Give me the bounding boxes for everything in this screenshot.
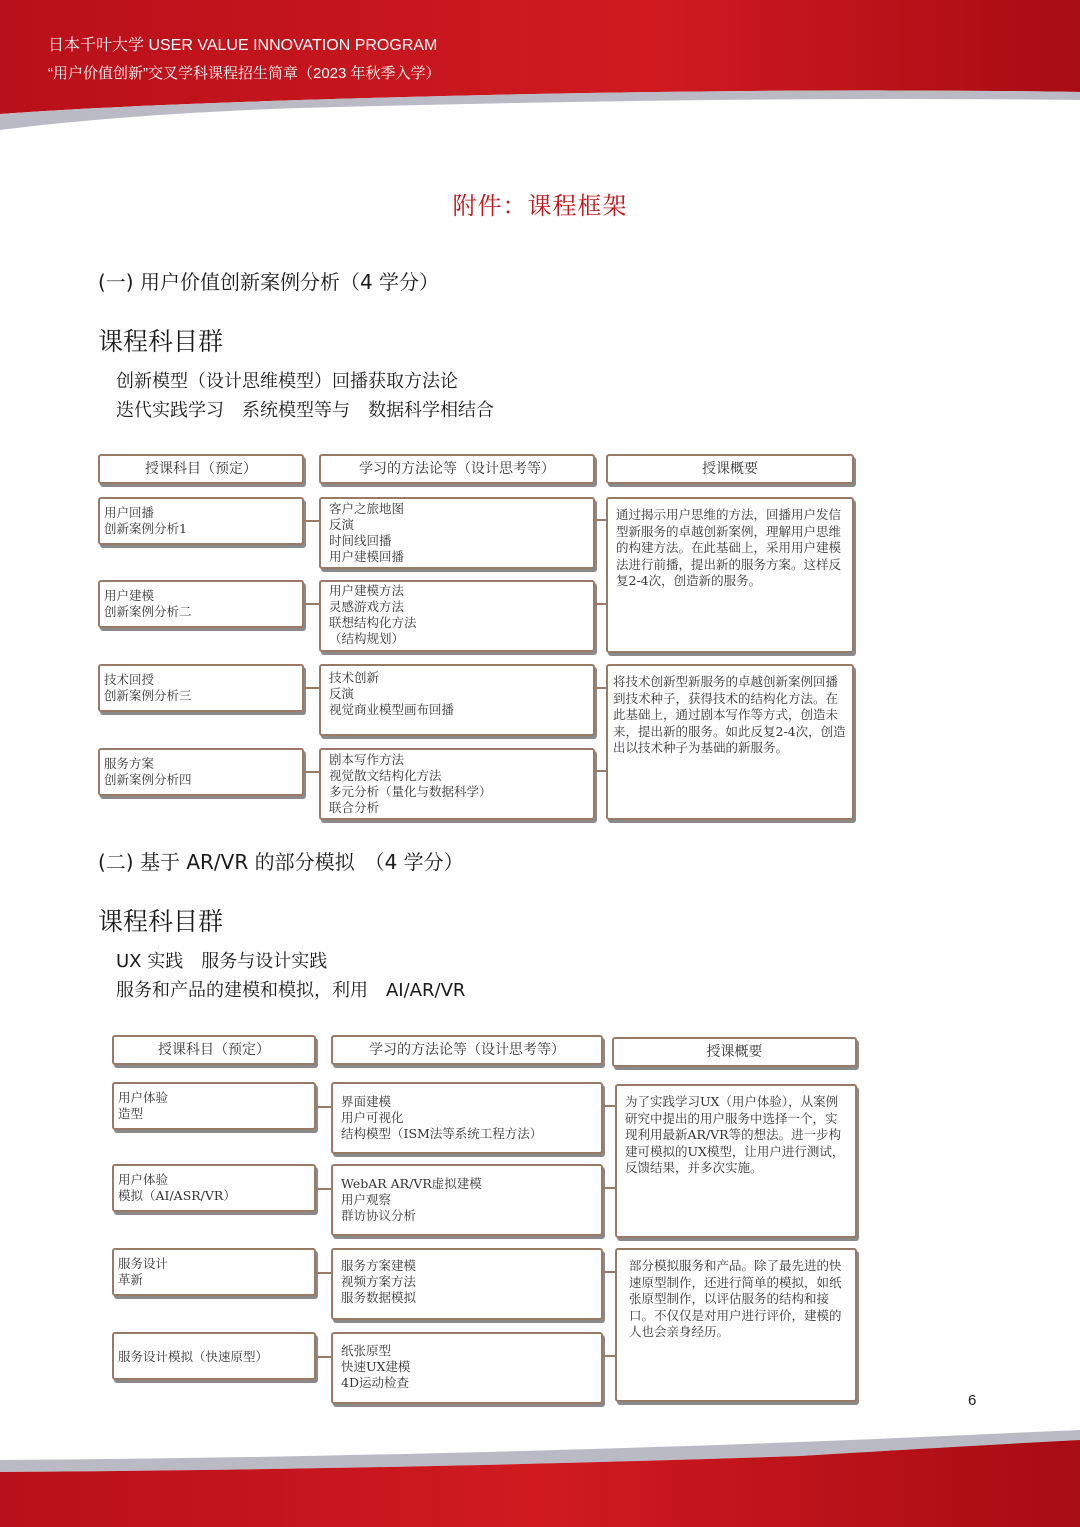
table-2-method: WebAR AR/VR虚拟建模 用户观察 群访协议分析 xyxy=(331,1164,603,1236)
connector xyxy=(595,603,606,605)
connector xyxy=(603,1187,615,1189)
page-number: 6 xyxy=(968,1392,977,1409)
brochure-subtitle: “用户价值创新”交叉学科课程招生简章（2023 年秋季入学） xyxy=(48,65,441,82)
section-2-group-line: UX 实践 服务与设计实践 xyxy=(116,951,328,972)
section-1-group-title: 课程科目群 xyxy=(98,327,224,356)
table-2-method: 界面建模 用户可视化 结构模型（ISM法等系统工程方法） xyxy=(331,1082,603,1154)
section-1-group-line: 创新模型（设计思维模型）回播获取方法论 xyxy=(116,371,458,392)
section-2-heading: (二) 基于 AR/VR 的部分模拟 （4 学分） xyxy=(98,850,464,874)
table-2-course: 用户体验 模拟（AI/ASR/VR） xyxy=(112,1164,316,1212)
connector xyxy=(304,603,319,605)
table-1-method: 技术创新 反演 视觉商业模型画布回播 xyxy=(319,664,595,736)
table-1-method: 剧本写作方法 视觉散文结构化方法 多元分析（量化与数据科学） 联合分析 xyxy=(319,748,595,820)
table-2-header-course: 授课科目（预定） xyxy=(112,1035,316,1065)
connector xyxy=(603,1355,615,1357)
table-2-method: 服务方案建模 视频方案方法 服务数据模拟 xyxy=(331,1248,603,1320)
connector xyxy=(316,1188,331,1190)
section-2-group-line: 服务和产品的建模和模拟，利用 AI/AR/VR xyxy=(116,980,466,1001)
table-2-course: 服务设计模拟（快速原型） xyxy=(112,1332,316,1380)
table-1-method: 客户之旅地图 反演 时间线回播 用户建模回播 xyxy=(319,497,595,569)
connector xyxy=(603,1105,615,1107)
connector xyxy=(316,1356,331,1358)
connector xyxy=(595,770,606,772)
connector xyxy=(316,1272,331,1274)
table-2-method: 纸张原型 快速UX建模 4D运动检查 xyxy=(331,1332,603,1404)
table-1-summary: 将技术创新型新服务的卓越创新案例回播到技术种子，获得技术的结构化方法。在此基础上，通过剧本写作等方式，创造未来，提出新的服务。如此反复2-4次，创造出以技术种子为基础的新服务。 xyxy=(606,664,854,820)
table-1-header-summary: 授课概要 xyxy=(606,454,854,484)
table-2-summary: 部分模拟服务和产品。除了最先进的快速原型制作，还进行简单的模拟，如纸张原型制作，以评估服务的结构和接口。不仅仅是对用户进行评价，建模的人也会亲身经历。 xyxy=(615,1248,857,1402)
table-2-header-method: 学习的方法论等（设计思考等） xyxy=(331,1035,603,1065)
connector xyxy=(595,519,606,521)
table-2-header-summary: 授课概要 xyxy=(612,1037,857,1067)
footer-banner xyxy=(0,1420,1080,1527)
connector xyxy=(304,771,319,773)
table-1-course: 用户回播 创新案例分析1 xyxy=(98,497,304,545)
connector xyxy=(595,687,606,689)
section-1-heading: (一) 用户价值创新案例分析（4 学分） xyxy=(98,270,440,294)
table-1-header-method: 学习的方法论等（设计思考等） xyxy=(319,454,595,484)
table-2-course: 用户体验 造型 xyxy=(112,1082,316,1130)
page-title: 附件：课程框架 xyxy=(452,192,628,220)
connector xyxy=(316,1106,331,1108)
connector xyxy=(304,687,319,689)
connector xyxy=(304,520,319,522)
connector xyxy=(603,1271,615,1273)
table-1-course: 服务方案 创新案例分析四 xyxy=(98,748,304,796)
table-1-course: 用户建模 创新案例分析二 xyxy=(98,580,304,628)
table-1-course: 技术回授 创新案例分析三 xyxy=(98,664,304,712)
table-1-summary: 通过揭示用户思维的方法，回播用户发信型新服务的卓越创新案例，理解用户思维的构建方法。在此基础上，采用用户建模法进行前播，提出新的服务方案。这样反复2-4次，创造新的服务。 xyxy=(606,497,854,653)
table-1-method: 用户建模方法 灵感游戏方法 联想结构化方法 （结构规划） xyxy=(319,580,595,652)
table-1-header-course: 授课科目（预定） xyxy=(98,454,304,484)
program-title: 日本千叶大学 USER VALUE INNOVATION PROGRAM xyxy=(48,37,438,54)
section-2-group-title: 课程科目群 xyxy=(98,907,224,936)
table-2-summary: 为了实践学习UX（用户体验），从案例研究中提出的用户服务中选择一个，实现利用最新AR/VR等的想法。进一步构建可模拟的UX模型，让用户进行测试，反馈结果，并多次实施。 xyxy=(615,1084,857,1238)
section-1-group-line: 迭代实践学习 系统模型等与 数据科学相结合 xyxy=(116,400,494,421)
table-2-course: 服务设计 革新 xyxy=(112,1248,316,1296)
